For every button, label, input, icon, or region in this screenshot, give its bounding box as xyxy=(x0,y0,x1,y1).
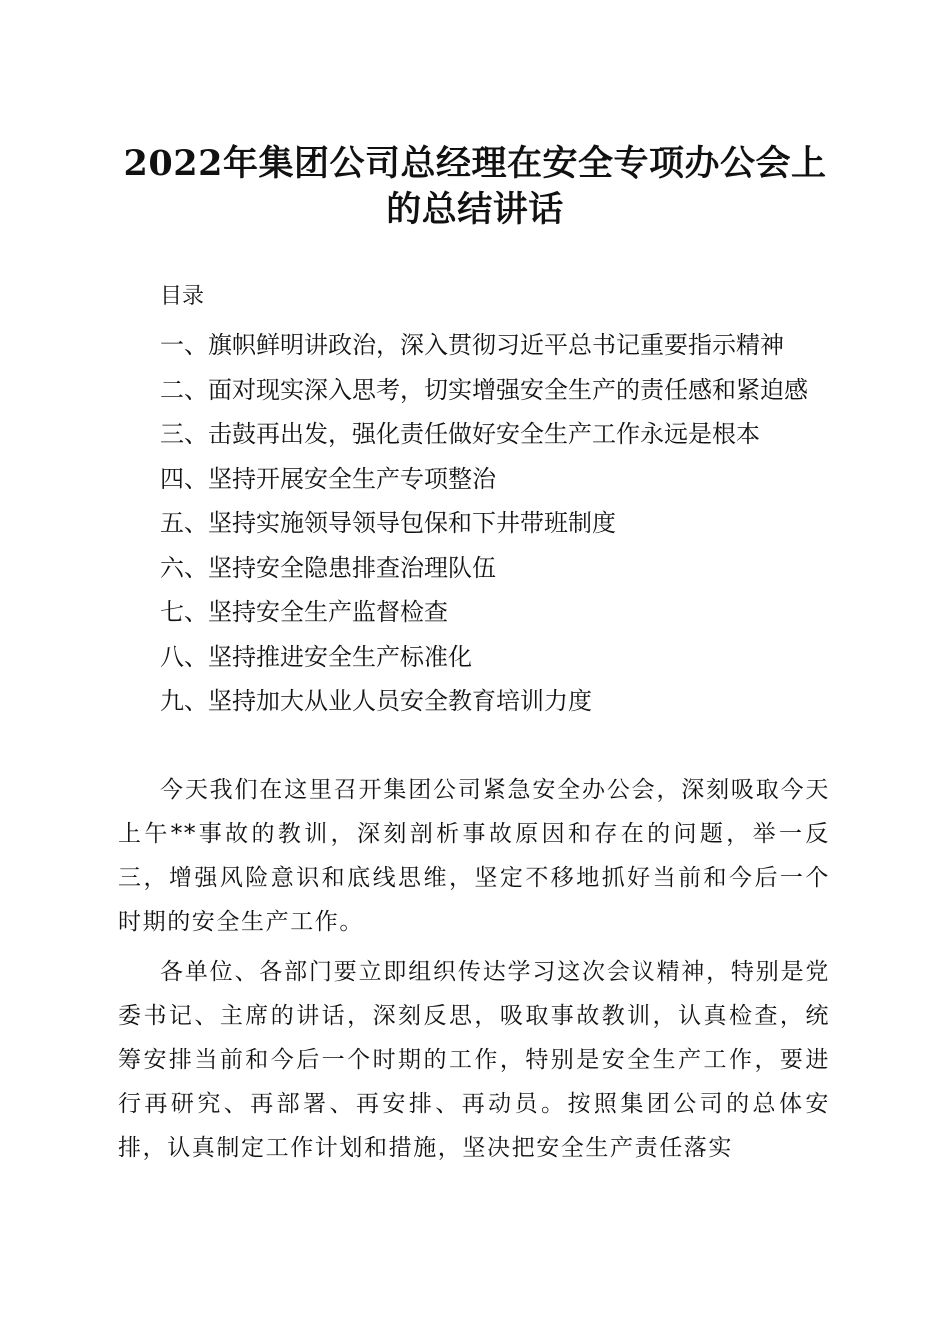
document-body xyxy=(118,768,830,1176)
toc-item-8: 八、坚持推进安全生产标准化 xyxy=(160,642,472,671)
toc-item-5: 五、坚持实施领导领导包保和下井带班制度 xyxy=(160,509,616,537)
body-paragraph-2: 各单位、各部门要立即组织传达学习这次会议精神，特别是党委书记、主席的讲话，深刻反思，吸取事故教训，认真检查，统筹安排当前和今后一个时期的工作，特别是安全生产工作，要进行再研究、再部署、再安排、再动员。按照集团公司的总体安排，认真制定工作计划和措施，坚决把安全生产责任落实 xyxy=(118,959,830,1161)
toc-item-3: 三、击鼓再出发，强化责任做好安全生产工作永远是根本 xyxy=(160,420,760,448)
toc-item-4: 四、坚持开展安全生产专项整治 xyxy=(160,464,496,493)
toc-item-1: 一、旗帜鲜明讲政治，深入贯彻习近平总书记重要指示精神 xyxy=(160,331,784,359)
document-title-line-2: 的总结讲话 xyxy=(386,189,564,230)
toc-item-9: 九、坚持加大从业人员安全教育培训力度 xyxy=(160,687,592,715)
document-title-line-1: 2022年集团公司总经理在安全专项办公会上 xyxy=(123,143,827,184)
toc-item-7: 七、坚持安全生产监督检查 xyxy=(160,598,448,626)
toc-item-2: 二、面对现实深入思考，切实增强安全生产的责任感和紧迫感 xyxy=(160,375,808,404)
toc-heading: 目录 xyxy=(160,284,205,309)
body-paragraph-1: 今天我们在这里召开集团公司紧急安全办公会，深刻吸取今天上午**事故的教训，深刻剖析事故原因和存在的问题，举一反三，增强风险意识和底线思维，坚定不移地抓好当前和今后一个时期的安全生产工作。 xyxy=(118,777,830,935)
toc-item-6: 六、坚持安全隐患排查治理队伍 xyxy=(160,553,496,582)
table-of-contents xyxy=(118,323,828,724)
